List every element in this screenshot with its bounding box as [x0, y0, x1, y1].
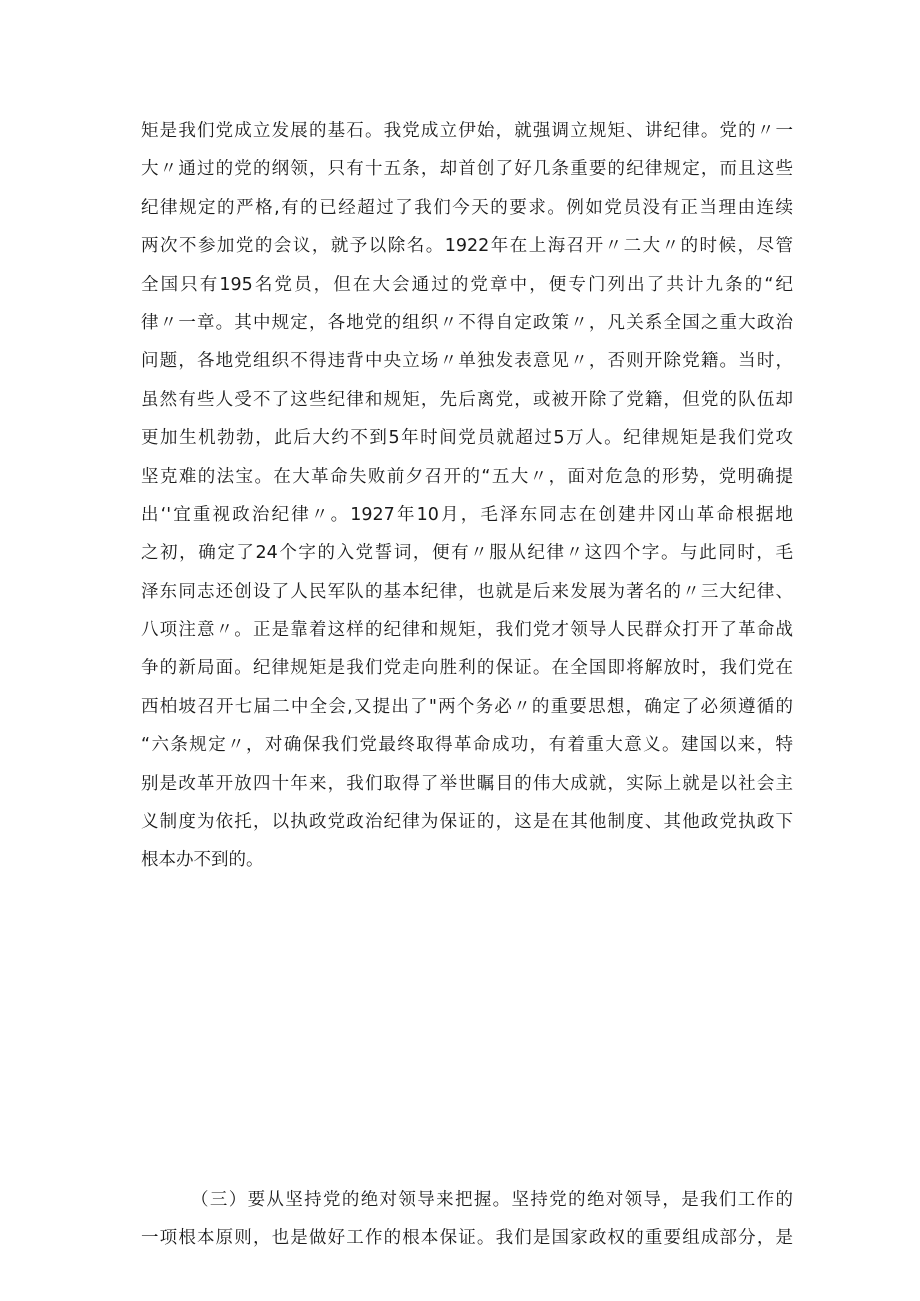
text-line: 泽东同志还创设了人民军队的基本纪律，也就是后来发展为著名的〃三大纪律、 [141, 581, 793, 602]
text-line: 别是改革开放四十年来，我们取得了举世瞩目的伟大成就，实际上就是以社会主 [141, 773, 793, 794]
text-line: 矩是我们党成立发展的基石。我党成立伊始，就强调立规矩、讲纪律。党的〃一 [141, 121, 793, 141]
text-line: 八项注意〃。正是靠着这样的纪律和规矩，我们党才领导人民群众打开了革命战 [141, 620, 793, 641]
text-line: 出‘'宜重视政治纪律〃。1927年10月，毛泽东同志在创建井冈山革命根据地 [141, 504, 793, 525]
text-line: 大〃通过的党的纲领，只有十五条，却首创了好几条重要的纪律规定，而且这些 [141, 159, 793, 180]
text-line: 根本办不到的。 [141, 850, 264, 871]
paragraph-discipline-history [141, 112, 793, 880]
text-line: 更加生机勃勃，此后大约不到5年时间党员就超过5万人。纪律规矩是我们党攻 [141, 428, 793, 449]
text-line: 西柏坡召开七届二中全会,又提出了"两个务必〃的重要思想，确定了必须遵循的 [141, 696, 793, 717]
text-line: 坚克难的法宝。在大革命失败前夕召开的“五大〃，面对危急的形势，党明确提 [141, 466, 793, 487]
text-line: 纪律规定的严格,有的已经超过了我们今天的要求。例如党员没有正当理由连续 [141, 197, 793, 218]
text-line: “六条规定〃，对确保我们党最终取得革命成功，有着重大意义。建国以来，特 [141, 735, 793, 756]
text-line: （三）要从坚持党的绝对领导来把握。坚持党的绝对领导，是我们工作的 [191, 1190, 793, 1210]
text-line: 律〃一章。其中规定，各地党的组织〃不得自定政策〃，凡关系全国之重大政治 [141, 312, 793, 333]
paragraph-party-leadership [141, 1181, 793, 1258]
text-line: 问题，各地党组织不得违背中央立场〃单独发表意见〃，否则开除党籍。当时， [141, 351, 793, 372]
text-line: 争的新局面。纪律规矩是我们党走向胜利的保证。在全国即将解放时，我们党在 [141, 658, 793, 679]
text-line: 之初，确定了24个字的入党誓词，便有〃服从纪律〃这四个字。与此同时，毛 [141, 543, 793, 564]
text-line: 义制度为依托，以执政党政治纪律为保证的，这是在其他制度、其他政党执政下 [141, 812, 793, 833]
text-line: 全国只有195名党员，但在大会通过的党章中，便专门列出了共计九条的“纪 [141, 274, 793, 295]
text-line: 一项根本原则，也是做好工作的根本保证。我们是国家政权的重要组成部分，是 [141, 1228, 793, 1249]
text-line: 两次不参加党的会议，就予以除名。1922年在上海召开〃二大〃的时候，尽管 [141, 236, 793, 257]
text-line: 虽然有些人受不了这些纪律和规矩，先后离党，或被开除了党籍，但党的队伍却 [141, 389, 793, 410]
